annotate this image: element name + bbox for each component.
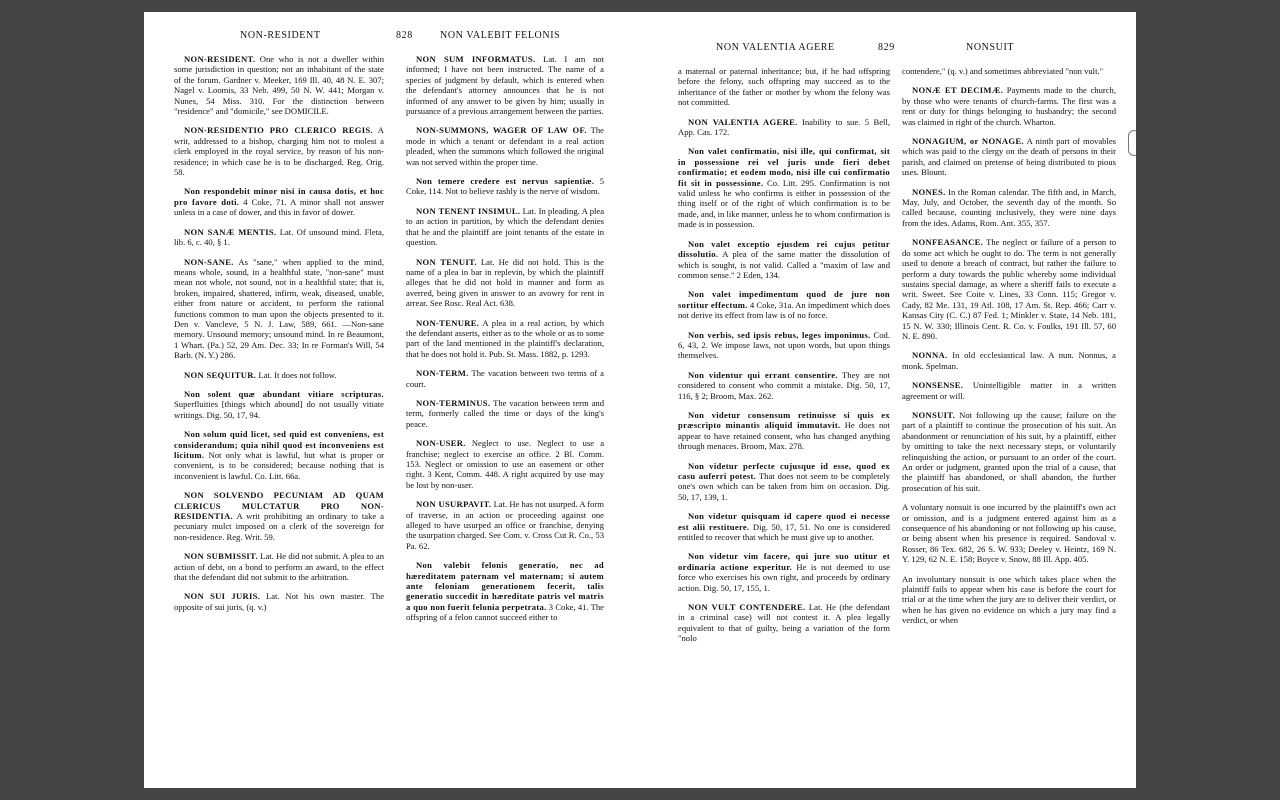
entry-headword: Non solent quæ abundant vitiare scripturas. [184,388,384,399]
dictionary-entry [678,239,890,281]
entry-headword: NON SUM INFORMATUS. [416,54,536,64]
header-right-guide-word: NONSUIT [966,42,1015,53]
column-right [902,66,1116,780]
header-right-guide-word: NON VALEBIT FELONIS [440,30,561,41]
entry-headword: NON SUI JURIS. [184,591,261,602]
entry-definition: In the Roman calendar. The fifth and, in March, May, July, and October, the seventh day of the month. So called because, counting inclusively, they were nine days from the ides. Adams, Rom. Ant. 355, 357. [902,186,1116,228]
dictionary-entry [902,574,1116,626]
dictionary-entry [678,370,890,401]
dictionary-entry [406,368,604,389]
entry-definition: Superfluities [things which abound] do not usually vitiate writings. Dig. 50, 17, 94. [174,399,384,420]
column-right [406,54,604,780]
dictionary-entry [902,66,1116,76]
entry-definition: Lat. He (the defendant in a criminal case) will not contest it. A plea legally equivalent to that of guilty, being a variation of the form "nolo [678,602,890,644]
dictionary-entry [406,560,604,622]
dictionary-entry [902,350,1116,371]
dictionary-entry [678,551,890,593]
entry-headword: NONSENSE. [912,380,964,391]
entry-definition: Lat. He did not hold. This is the name of a plea in bar in replevin, by which the plaintiff alleges that he did not hold in manner and form as averred, being given in answer to an avowry for rent in arrear. See Rosc. Real Act. 638. [406,256,604,309]
entry-definition: Lat. I am not informed; I have not been instructed. The name of a species of judgment by default, which is entered when the defendant's attorney announces that he is not informed of any answer to be given by him; usually in pursuance of a previous arrangement between the parties. [406,54,604,117]
entry-headword: Non videtur consensum retinuisse si quis ex præscripto minantis aliquid immutavit. [678,409,890,431]
page-header [620,42,1136,58]
entry-definition: The mode in which a tenant or defendant in a real action pleaded, when the summons which followed the original was not served within the proper time. [406,125,604,167]
entry-definition: Lat. Not his own master. The opposite of sui juris, (q. v.) [174,591,384,612]
entry-headword: NON-RESIDENTIO PRO CLERICO REGIS. [184,125,373,136]
dictionary-entry [406,206,604,248]
entry-headword: Non valet exceptio ejusdem rei cujus petitur dissolutio. [678,238,890,260]
dictionary-entry [174,429,384,481]
entry-headword: NON VULT CONTENDERE. [688,602,806,613]
dictionary-entry [174,370,384,380]
dictionary-entry [902,237,1116,341]
entry-headword: NONES. [912,186,946,197]
entry-headword: NONÆ ET DECIMÆ. [912,85,1004,96]
entry-headword: Non valet confirmatio, nisi ille, qui confirmat, sit in possessione rei vel juris unde fieri debet confirmatio; et eodem modo, nisi ille cui confirmatio fit sit in possessione. [678,146,890,188]
entry-definition: Not only what is lawful, but what is proper or convenient, is to be considered; because nothing that is inconvenient is lawful. Co. Litt. 66a. [174,450,384,481]
entry-definition: Payments made to the church, by those who were tenants of church-farms. The first was a rent or duty for things belonging to husbandry; the second was claimed in right of the church. Wharton. [902,85,1116,127]
entry-headword: NONSUIT. [912,409,956,420]
entry-definition: a maternal or paternal inheritance; but, if he had offspring before the felony, such offspring may succeed as to the inheritance of the father or mother by whom the felony was not committed. [678,66,890,108]
entry-definition: Lat. It does not follow. [258,369,337,380]
entry-definition: A writ, addressed to a bishop, charging him not to molest a clerk employed in the royal service, by reason of his non-residence; in which case he is to be discharged. Reg. Orig. 58. [174,125,384,178]
entry-definition: A writ prohibiting an ordinary to take a pecuniary mulct imposed on a clerk of the sovereign for non-residence. Reg. Writ. 59. [174,511,384,542]
entry-definition: Unintelligible matter in a written agreement or will. [902,380,1116,401]
entry-headword: Non temere credere est nervus sapientiæ. [416,176,595,187]
dictionary-entry [406,176,604,197]
entry-definition: Lat. In pleading. A plea to an action in partition, by which the defendant denies that he and the plaintiff are joint tenants of the estate in question. [406,205,604,248]
page-edge-mark [1128,130,1136,156]
entry-definition: contendere," (q. v.) and sometimes abbreviated "non vult." [902,66,1104,76]
entry-definition: An involuntary nonsuit is one which takes place when the plaintiff fails to appear when his case is before the court for trial or at the time when the jury are to deliver their verdict, or when he has given no evidence on which a jury may find a verdict, or when [902,573,1116,626]
entry-definition: 4 Coke, 31a. An impediment which does not derive its effect from law is of no force. [678,299,890,321]
entry-headword: NON SOLVENDO PECUNIAM AD QUAM CLERICUS MULCTATUR PRO NON-RESIDENTIA. [174,490,384,522]
dictionary-entry [174,257,384,361]
entry-headword: NON SANÆ MENTIS. [184,226,277,237]
entry-definition: He does not appear to have retained consent, who has changed anything through menaces. Broom, Max. 278. [678,420,890,452]
entry-definition: Neglect to use. Neglect to use a franchise; neglect to exercise an office. 2 Bl. Comm. 153. Neglect or omission to use an easement or other right. 3 Kent, Comm. 448. A right acquired by use may be lost by non-user. [406,438,604,490]
column-left [678,66,890,780]
dictionary-entry [406,499,604,551]
dictionary-entry [406,257,604,309]
entry-headword: NON VALENTIA AGERE. [688,116,798,127]
entry-headword: Non verbis, sed ipsis rebus, leges imponimus. [688,329,871,340]
entry-headword: Non respondebit minor nisi in causa dotis, et hoc pro favore doti. [174,186,384,207]
entry-headword: NON-TERM. [416,368,469,379]
entry-headword: NONAGIUM, or NONAGE. [912,136,1024,147]
dictionary-entry [406,398,604,429]
page-number: 829 [878,42,895,53]
page-header [144,30,620,46]
entry-definition: One who is not a dweller within some jurisdiction in question; not an inhabitant of the state of the forum. Gardner v. Meeker, 169 Ill. 40, 48 N. E. 307; Nagel v. Loomis, 33 Neb. 499, 50 N. W. 441; Morgan v. Nunes, 54 Miss. 310. For the distinction between "residence" and "domicile," see DOMICILE. [174,54,384,117]
entry-headword: NON-USER. [416,438,466,449]
entry-definition: 4 Coke, 71. A minor shall not answer unless in a case of dower, and this in favor of dower. [174,196,384,218]
entry-headword: NON-TENURE. [416,317,480,328]
entry-definition: That does not seem to be completely one's own which can be taken from him on occasion. Dig. 50, 17, 139, 1. [678,471,890,502]
dictionary-entry [902,380,1116,401]
dictionary-entry [678,289,890,320]
header-left-guide-word: NON VALENTIA AGERE [716,42,835,53]
entry-headword: Non videtur perfecte cujusque id esse, quod ex casu auferri potest. [678,460,890,481]
entry-definition: Inability to sue. 5 Bell, App. Cas. 172. [678,116,890,138]
dictionary-entry [174,389,384,420]
entry-headword: NON SEQUITUR. [184,369,257,380]
entry-headword: Non solum quid licet, sed quid est conveniens, est considerandum; quia nihil quod est inconveniens est licitum. [174,429,384,460]
entry-definition: Cod. 6, 43, 2. We impose laws, not upon words, but upon things themselves. [678,329,890,361]
dictionary-entry [174,54,384,116]
entry-headword: Non valet impedimentum quod de jure non sortitur effectum. [678,289,890,310]
dictionary-entry [174,227,384,248]
entry-definition: Lat. He did not submit. A plea to an action of debt, on a bond to perform an award, to the effect that the defendant did not submit to the arbitration. [174,551,384,583]
entry-headword: NON-RESIDENT. [184,54,256,64]
entry-definition: 3 Coke, 41. The offspring of a felon cannot succeed either to [406,601,604,623]
dictionary-entry [678,117,890,138]
dictionary-entry [678,461,890,503]
dictionary-entry [174,591,384,612]
entry-definition: In old ecclesiastical law. A nun. Nonnus, a monk. Spelman. [902,350,1116,371]
entry-definition: Not following up the cause; failure on the part of a plaintiff to continue the prosecution of his suit. An abandonment or renunciation of his suit, by a plaintiff, either by omitting to take the next necessary steps, or voluntarily relinquishing the action, or pursuant to an order of the court. An order or judgment, granted upon the trial of a cause, that the plaintiff has abandoned, or shall abandon, the further prosecution of his suit. [902,409,1116,493]
entry-definition: They are not considered to consent who commit a mistake. Dig. 50, 17, 116, § 2; Broom, Max. 262. [678,369,890,401]
dictionary-entry [902,187,1116,229]
entry-definition: As "sane," when applied to the mind, means whole, sound, in a healthful state, "non-sane" must mean not whole, not sound, not in a healthful state; that is, broken, impaired, shattered, infirm, weak, diseased, unable, either from nature or accident, to perform the rational functions common to man upon the objects presented to it. Den v. Vancleve, 5 N. J. Law, 589, 661. —Non-sane memory. Unsound memory; unsound mind. In re Beaumont, 1 Whart. (Pa.) 52, 29 Am. Dec. 33; In re Forman's Will, 54 Barb. (N. Y.) 286. [174,256,384,361]
dictionary-entry [678,602,890,644]
entry-headword: NONFEASANCE. [912,237,984,248]
page-829 [620,12,1136,788]
entry-definition: A plea in a real action, by which the defendant asserts, either as to the whole or as to some part of the land mentioned in the plaintiff's declaration, that he does not hold it. Pub. St. Mass. 1882, p. 1293. [406,317,604,359]
entry-headword: NON TENENT INSIMUL. [416,205,521,216]
dictionary-entry [406,125,604,167]
entry-definition: A voluntary nonsuit is one incurred by the plaintiff's own act or omission, and is a judgment entered against him as a consequence of his abandoning or not following up his cause, or being absent when his presence is required. Sandoval v. Rosser, 86 Tex. 682, 26 S. W. 933; Deeley v. Heintz, 169 N. Y. 129, 62 N. E. 158; Boyce v. Snow, 88 Ill. App. 405. [902,502,1116,565]
dictionary-entry [678,330,890,361]
header-left-guide-word: NON-RESIDENT [240,30,321,41]
dictionary-entry [678,146,890,229]
entry-definition: A ninth part of movables which was paid to the clergy on the death of persons in their parish, and claimed on pretense of being distributed to pious uses. Blount. [902,136,1116,178]
dictionary-entry [174,186,384,217]
dictionary-entry [406,54,604,116]
entry-headword: Non videtur quisquam id capere quod ei necesse est alii restituere. [678,511,890,532]
entry-definition: Co. Litt. 295. Confirmation is not valid unless he who confirms is either in possession of the thing itself or of the right of which confirmation is to be made, and, in like manner, unless he to whom confirmation is made is in possession. [678,177,890,230]
page-number: 828 [396,30,413,41]
entry-definition: The vacation between two terms of a court. [406,368,604,389]
column-left [174,54,384,780]
entry-headword: NON-SANE. [184,256,234,267]
entry-headword: Non videtur vim facere, qui jure suo utitur et ordinaria actione experitur. [678,551,890,572]
entry-headword: NON TENUIT. [416,256,477,267]
entry-headword: NON-TERMINUS. [416,397,491,408]
dictionary-entry [174,490,384,542]
entry-definition: 5 Coke, 114. Not to believe rashly is the nerve of wisdom. [406,176,604,197]
dictionary-entry [174,551,384,582]
entry-headword: NON SUBMISSIT. [184,551,258,562]
page-828 [144,12,620,788]
dictionary-entry [678,511,890,542]
dictionary-entry [406,438,604,490]
dictionary-entry [902,136,1116,178]
entry-headword: Non valebit felonis generatio, nec ad hæreditatem paternam vel maternam; si autem ante feloniam generationem fecerit, talis generatio succedit in hæreditate patris vel matris a quo non fuerit felonia perpetrata. [406,560,604,612]
entry-definition: A plea of the same matter the dissolution of which is sought, is not valid. Called a "maxim of law and common sense." 2 Eden, 134. [678,249,890,280]
dictionary-entry [406,318,604,360]
entry-definition: The vacation between term and term, formerly called the time or days of the king's peace. [406,397,604,429]
entry-definition: Lat. Of unsound mind. Fleta, lib. 6, c. 40, § 1. [174,226,384,248]
dictionary-entry [902,85,1116,127]
entry-headword: NONNA. [912,350,948,361]
entry-definition: He is not deemed to use force who exercises his own right, and proceeds by ordinary action. Dig. 50, 17, 155, 1. [678,561,890,593]
entry-headword: NON USURPAVIT. [416,499,492,510]
entry-headword: NON-SUMMONS, WAGER OF LAW OF. [416,125,587,136]
dictionary-entry [678,66,890,108]
dictionary-entry [902,410,1116,493]
entry-definition: The neglect or failure of a person to do some act which he ought to do. The term is not generally used to denote a breach of contract, but rather the failure to perform a duty towards the public whereby some individual sustains special damage, as where a sheriff fails to execute a writ. Sweet. See Coite v. Lines, 33 Conn. 115; Gregor v. Cady, 82 Me. 131, 19 Atl. 108, 17 Am. St. Rep. 466; Carr v. Kansas City (C. C.) 87 Fed. 1; Minkler v. State, 14 Neb. 181, 15 N. W. 330; Illinois Cent. R. Co. v. Foulks, 191 Ill. 57, 60 N. E. 890. [902,237,1116,341]
dictionary-entry [678,410,890,452]
dictionary-entry [902,502,1116,564]
entry-headword: Non videntur qui errant consentire. [688,369,838,380]
dictionary-entry [174,125,384,177]
entry-definition: Lat. He has not usurped. A form of traverse, in an action or proceeding against one alleged to have usurped an office or franchise, denying the usurpation charged. See Com. v. Cross Cut R. Co., 53 Pa. 62. [406,499,604,551]
entry-definition: Dig. 50, 17, 51. No one is considered entitled to recover that which he must give up to another. [678,521,890,543]
